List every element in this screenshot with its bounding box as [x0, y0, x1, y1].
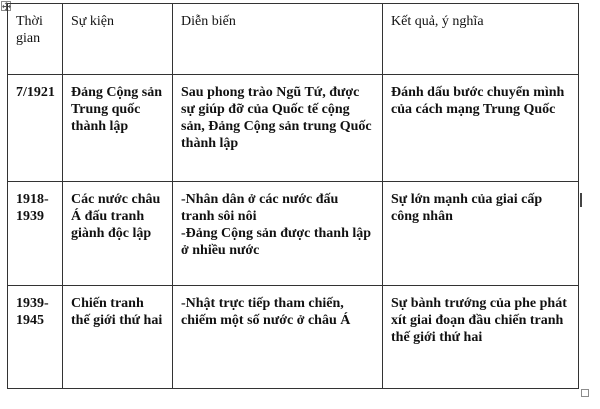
header-cell-time[interactable]: Thời gian — [8, 4, 63, 75]
cell-time[interactable]: 1918-1939 — [8, 182, 63, 286]
header-cell-result[interactable]: Kết quả, ý nghĩa — [383, 4, 579, 75]
text-cursor-marker — [580, 193, 582, 207]
cell-event[interactable]: Đảng Cộng sản Trung quốc thành lập — [63, 75, 173, 182]
cell-development[interactable]: Sau phong trào Ngũ Tứ, được sự giúp đỡ của Quốc tế cộng sản, Đảng Cộng sản trung Quốc thành lập — [173, 75, 383, 182]
cell-event[interactable]: Chiến tranh thế giới thứ hai — [63, 286, 173, 389]
cell-result[interactable]: Sự bành trướng của phe phát xít giai đoạn đầu chiến tranh thế giới thứ hai — [383, 286, 579, 389]
table-row — [8, 286, 579, 389]
cell-event[interactable]: Các nước châu Á đấu tranh giành độc lập — [63, 182, 173, 286]
header-cell-event[interactable]: Sự kiện — [63, 4, 173, 75]
cell-development[interactable]: -Nhân dân ở các nước đấu tranh sôi nôi -Đảng Cộng sản được thanh lập ở nhiều nước — [173, 182, 383, 286]
cell-result[interactable]: Đánh dấu bước chuyển mình của cách mạng Trung Quốc — [383, 75, 579, 182]
header-cell-development[interactable]: Diễn biến — [173, 4, 383, 75]
cell-time[interactable]: 7/1921 — [8, 75, 63, 182]
table-resize-handle[interactable] — [581, 389, 589, 397]
history-table — [7, 3, 579, 389]
cell-development[interactable]: -Nhật trực tiếp tham chiến, chiếm một số nước ở châu Á — [173, 286, 383, 389]
cell-time[interactable]: 1939-1945 — [8, 286, 63, 389]
table-row — [8, 182, 579, 286]
cell-result[interactable]: Sự lớn mạnh của giai cấp công nhân — [383, 182, 579, 286]
table-row — [8, 75, 579, 182]
table-header-row — [8, 4, 579, 75]
